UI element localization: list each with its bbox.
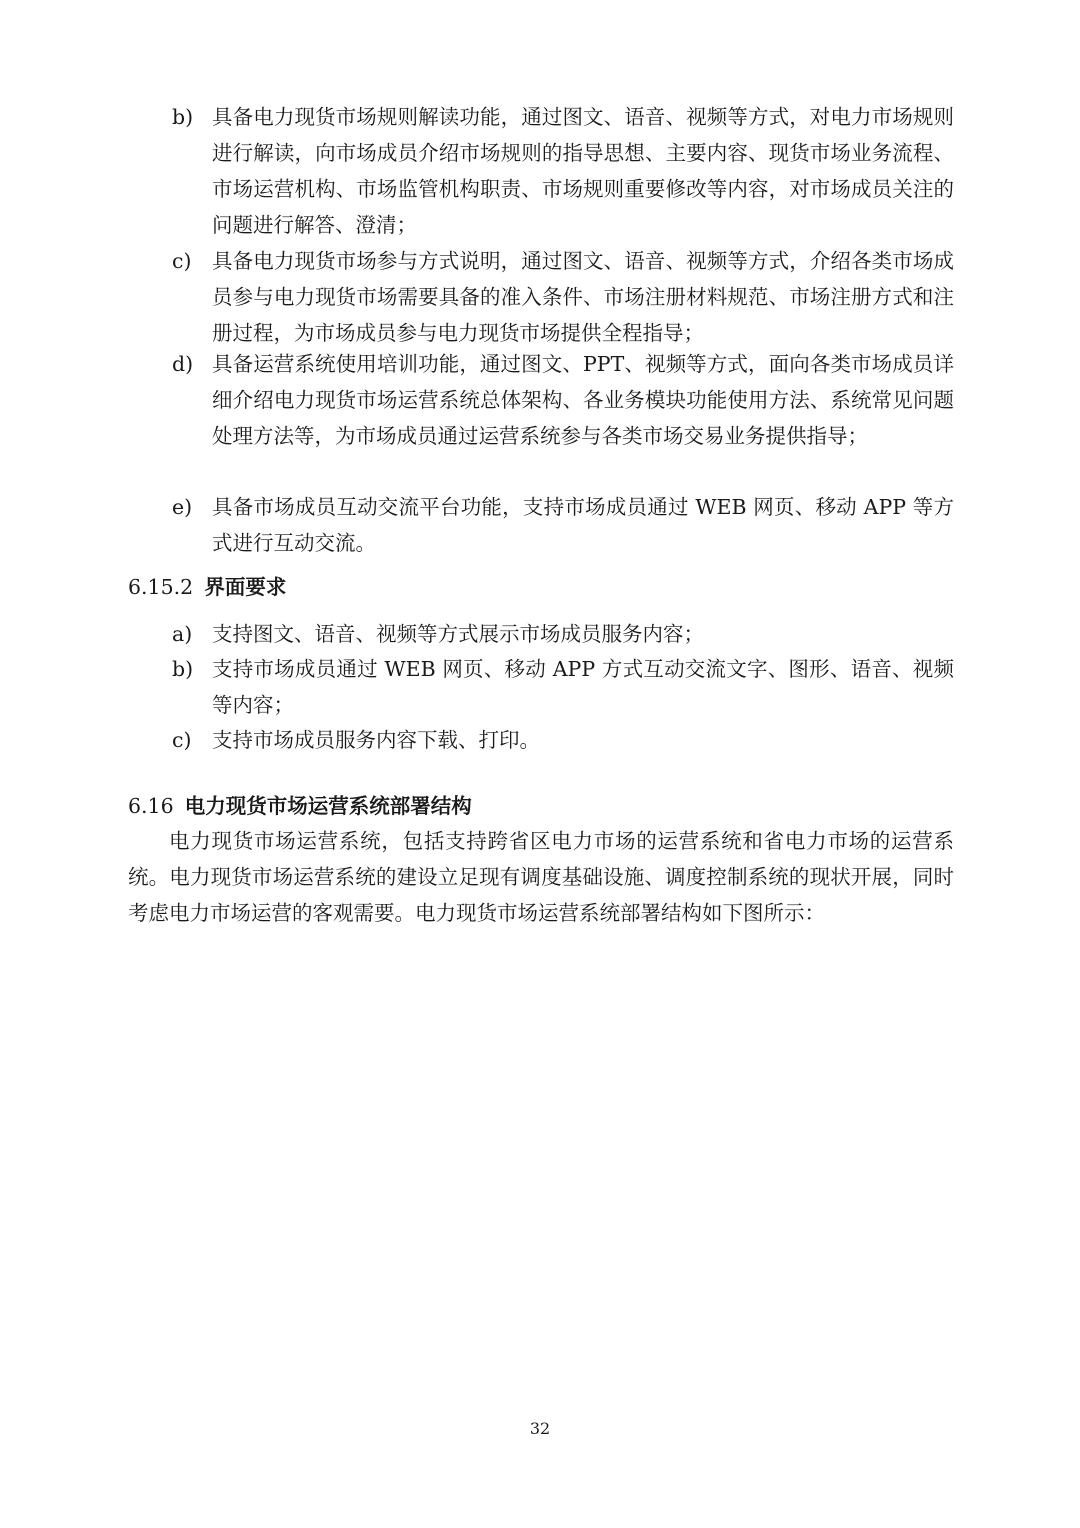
section-heading-6-16 — [128, 788, 472, 824]
section-title: 界面要求 — [204, 575, 287, 599]
list-item-e — [172, 489, 954, 561]
list-item-text: 具备电力现货市场参与方式说明，通过图文、语音、视频等方式，介绍各类市场成员参与电力现货市场需要具备的准入条件、市场注册材料规范、市场注册方式和注册过程，为市场成员参与电力现货市场提供全程指导； — [212, 249, 954, 345]
list-marker: c) — [172, 728, 192, 752]
section-number: 6.16 — [128, 794, 174, 818]
list-item-text: 支持市场成员通过 WEB 网页、移动 APP 方式互动交流文字、图形、语音、视频等内容； — [212, 657, 954, 717]
list-item-c — [172, 722, 954, 758]
list-marker: d) — [172, 352, 194, 376]
list-item-a — [172, 616, 954, 652]
list-item-c — [172, 243, 954, 351]
list-item-text: 具备运营系统使用培训功能，通过图文、PPT、视频等方式，面向各类市场成员详细介绍电力现货市场运营系统总体架构、各业务模块功能使用方法、系统常见问题处理方法等，为市场成员通过运营系统参与各类市场交易业务提供指导； — [212, 352, 954, 448]
list-marker: b) — [172, 105, 194, 129]
list-item-text: 具备市场成员互动交流平台功能，支持市场成员通过 WEB 网页、移动 APP 等方式进行互动交流。 — [212, 495, 954, 555]
list-item-text: 支持图文、语音、视频等方式展示市场成员服务内容； — [212, 622, 704, 646]
list-marker: e) — [172, 495, 193, 519]
section-number: 6.15.2 — [128, 575, 194, 599]
list-item-b — [172, 99, 954, 243]
list-item-text: 支持市场成员服务内容下载、打印。 — [212, 728, 540, 752]
page-number: 32 — [529, 1419, 551, 1438]
list-marker: a) — [172, 622, 193, 646]
list-item-b — [172, 651, 954, 723]
section-paragraph: 电力现货市场运营系统，包括支持跨省区电力市场的运营系统和省电力市场的运营系统。电力现货市场运营系统的建设立足现有调度基础设施、调度控制系统的现状开展，同时考虑电力市场运营的客观需要。电力现货市场运营系统部署结构如下图所示： — [128, 829, 954, 925]
list-item-text: 具备电力现货市场规则解读功能，通过图文、语音、视频等方式，对电力市场规则进行解读，向市场成员介绍市场规则的指导思想、主要内容、现货市场业务流程、市场运营机构、市场监管机构职责、市场规则重要修改等内容，对市场成员关注的问题进行解答、澄清； — [212, 105, 954, 237]
list-marker: c) — [172, 249, 192, 273]
list-marker: b) — [172, 657, 194, 681]
list-item-d — [172, 346, 954, 454]
section-heading-6-15-2 — [128, 569, 286, 605]
section-title: 电力现货市场运营系统部署结构 — [184, 794, 472, 818]
